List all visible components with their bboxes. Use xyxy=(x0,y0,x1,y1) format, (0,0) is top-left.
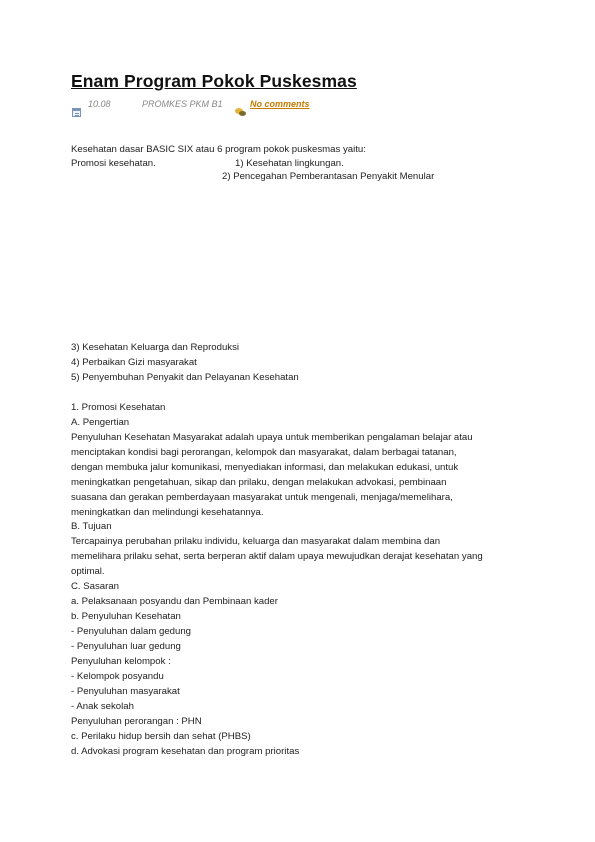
paragraph-line: optimal. xyxy=(71,566,105,577)
list-item: Penyuluhan kelompok : xyxy=(71,656,171,667)
list-item: d. Advokasi program kesehatan dan program prioritas xyxy=(71,746,300,757)
intro-item-pencegahan: 2) Pencegahan Pemberantasan Penyakit Menular xyxy=(222,171,435,182)
subheading-sasaran: C. Sasaran xyxy=(71,581,119,592)
list-item: 4) Perbaikan Gizi masyarakat xyxy=(71,357,197,368)
paragraph-line: meningkatkan pengetahuan, sikap dan prilaku, dengan melakukan advokasi, pembinaan xyxy=(71,477,447,488)
list-item: c. Perilaku hidup bersih dan sehat (PHBS) xyxy=(71,731,251,742)
paragraph-line: suasana dan gerakan pemberdayaan masyarakat untuk mengenali, menjaga/memelihara, xyxy=(71,492,453,503)
comment-icon[interactable] xyxy=(235,108,246,116)
list-item: 3) Kesehatan Keluarga dan Reproduksi xyxy=(71,342,240,353)
paragraph-line: Penyuluhan Kesehatan Masyarakat adalah upaya untuk memberikan pengalaman belajar atau xyxy=(71,432,473,443)
intro-item-promosi: Promosi kesehatan. xyxy=(71,158,156,169)
paragraph-line: meningkatkan dan melindungi kesehatannya. xyxy=(71,507,264,518)
list-item: Penyuluhan perorangan : PHN xyxy=(71,716,202,727)
post-date: 10.08 xyxy=(88,99,111,109)
intro-item-lingkungan: 1) Kesehatan lingkungan. xyxy=(235,158,344,169)
list-item: - Penyuluhan dalam gedung xyxy=(71,626,192,637)
list-item: a. Pelaksanaan posyandu dan Pembinaan kader xyxy=(71,596,278,607)
list-item: - Kelompok posyandu xyxy=(71,671,164,682)
subheading-pengertian: A. Pengertian xyxy=(71,417,130,428)
post-author[interactable]: PROMKES PKM B1 xyxy=(142,99,223,109)
paragraph-line: memelihara prilaku sehat, serta berperan aktif dalam upaya mewujudkan derajat kesehatan yang xyxy=(71,551,483,562)
comments-link[interactable]: No comments xyxy=(250,99,310,109)
paragraph-line: Tercapainya perubahan prilaku individu, keluarga dan masyarakat dalam membina dan xyxy=(71,536,441,547)
list-item: - Anak sekolah xyxy=(71,701,134,712)
paragraph-line: menciptakan kondisi bagi perorangan, kelompok dan masyarakat, dalam berbagai tatanan, xyxy=(71,447,457,458)
list-item: - Penyuluhan luar gedung xyxy=(71,641,181,652)
section-heading-promosi: 1. Promosi Kesehatan xyxy=(71,402,166,413)
list-item: - Penyuluhan masyarakat xyxy=(71,686,180,697)
paragraph-line: dengan membuka jalur komunikasi, menyediakan informasi, dan melakukan edukasi, untuk xyxy=(71,462,459,473)
list-item: b. Penyuluhan Kesehatan xyxy=(71,611,181,622)
post-title[interactable]: Enam Program Pokok Puskesmas xyxy=(71,71,357,91)
list-item: 5) Penyembuhan Penyakit dan Pelayanan Kesehatan xyxy=(71,372,299,383)
intro-line: Kesehatan dasar BASIC SIX atau 6 program pokok puskesmas yaitu: xyxy=(71,144,366,155)
subheading-tujuan: B. Tujuan xyxy=(71,521,112,532)
calendar-icon xyxy=(72,108,81,117)
